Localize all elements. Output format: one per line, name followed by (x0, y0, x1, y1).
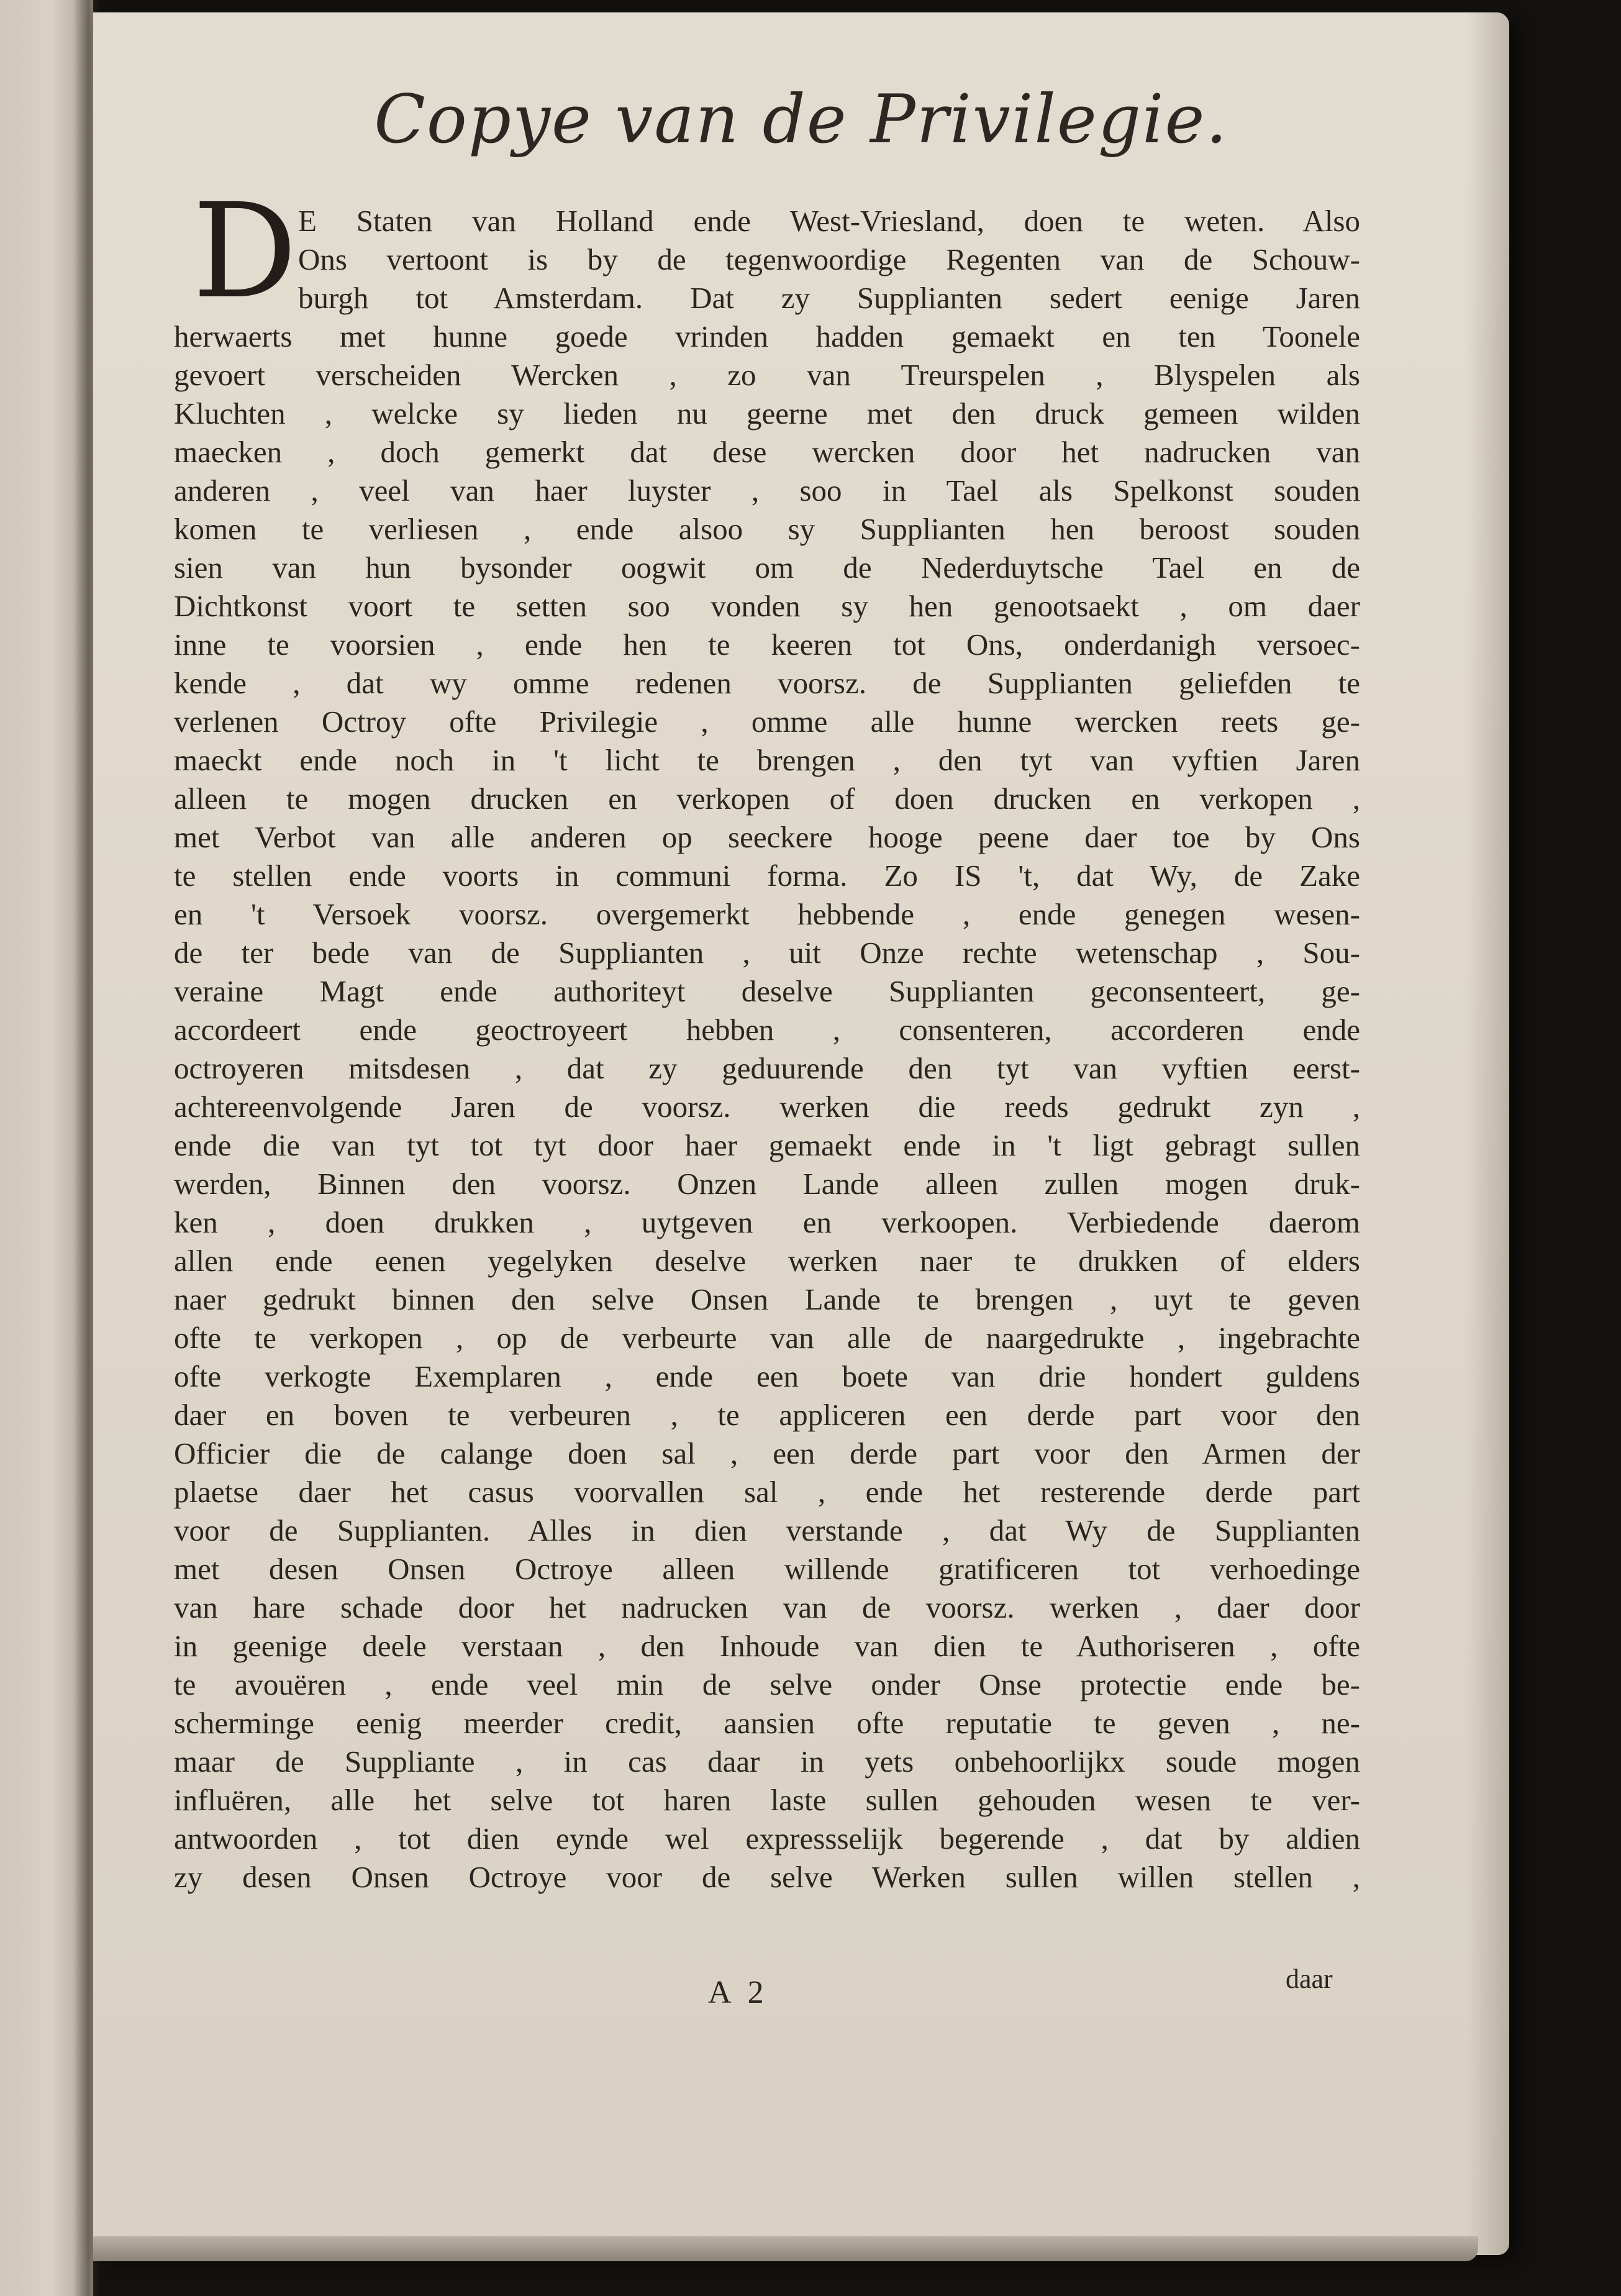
text-line: komen te verliesen , ende alsoo sy Supplianten hen beroost souden (174, 512, 1360, 546)
page-stack-edge (93, 2236, 1478, 2261)
text-line: Ons vertoont is by de tegenwoordige Regenten van de Schouw- (298, 242, 1360, 276)
text-line: influëren, alle het selve tot haren laste sullen gehouden wesen te ver- (174, 1783, 1360, 1817)
text-line: ken , doen drukken , uytgeven en verkoopen. Verbiedende daerom (174, 1205, 1360, 1239)
drop-cap: D (193, 175, 297, 327)
text-line: octroyeren mitsdesen , dat zy geduurende den tyt van vyftien eerst- (174, 1051, 1360, 1085)
text-line: allen ende eenen yegelyken deselve werken naer te drukken of elders (174, 1244, 1360, 1278)
text-line: naer gedrukt binnen den selve Onsen Lande te brengen , uyt te geven (174, 1282, 1360, 1316)
text-line: maecken , doch gemerkt dat dese wercken door het nadrucken van (174, 435, 1360, 469)
text-line: van hare schade door het nadrucken van de voorsz. werken , daer door (174, 1590, 1360, 1624)
text-line: ende die van tyt tot tyt door haer gemaekt ende in 't ligt gebragt sullen (174, 1128, 1360, 1162)
text-line: maeckt ende noch in 't licht te brengen , den tyt van vyftien Jaren (174, 743, 1360, 777)
text-line: veraine Magt ende authoriteyt deselve Supplianten geconsenteert, ge- (174, 974, 1360, 1008)
text-line: met Verbot van alle anderen op seeckere hooge peene daer toe by Ons (174, 820, 1360, 854)
text-line: E Staten van Holland ende West-Vriesland, doen te weten. Also (298, 204, 1360, 238)
text-line: scherminge eenig meerder credit, aansien ofte reputatie te geven , ne- (174, 1706, 1360, 1740)
text-line: de ter bede van de Supplianten , uit Onze rechte wetenschap , Sou- (174, 936, 1360, 970)
text-line: daer en boven te verbeuren , te appliceren een derde part voor den (174, 1398, 1360, 1432)
text-line: sien van hun bysonder oogwit om de Nederduytsche Tael en de (174, 550, 1360, 585)
privilege-text (93, 12, 1509, 2062)
text-line: voor de Supplianten. Alles in dien verstande , dat Wy de Supplianten (174, 1513, 1360, 1547)
text-line: inne te voorsien , ende hen te keeren tot Ons, onderdanigh versoec- (174, 627, 1360, 662)
text-line: accordeert ende geoctroyeert hebben , consenteren, accorderen ende (174, 1013, 1360, 1047)
text-line: Kluchten , welcke sy lieden nu geerne met den druck gemeen wilden (174, 396, 1360, 430)
text-line: plaetse daer het casus voorvallen sal , ende het resterende derde part (174, 1475, 1360, 1509)
text-line: alleen te mogen drucken en verkopen of doen drucken en verkopen , (174, 781, 1360, 816)
text-line: achtereenvolgende Jaren de voorsz. werken die reeds gedrukt zyn , (174, 1090, 1360, 1124)
text-line: herwaerts met hunne goede vrinden hadden gemaekt en ten Toonele (174, 319, 1360, 353)
signature-mark: A 2 (708, 1975, 769, 2010)
book-page (93, 12, 1509, 2255)
text-line: en 't Versoek voorsz. overgemerkt hebbende , ende genegen wesen- (174, 897, 1360, 931)
text-line: anderen , veel van haer luyster , soo in Tael als Spelkonst souden (174, 473, 1360, 508)
text-line: Dichtkonst voort te setten soo vonden sy hen genootsaekt , om daer (174, 589, 1360, 623)
text-line: burgh tot Amsterdam. Dat zy Supplianten sedert eenige Jaren (298, 281, 1360, 315)
text-line: maar de Suppliante , in cas daar in yets onbehoorlijkx soude mogen (174, 1744, 1360, 1779)
catchword: daar (1286, 1964, 1333, 1994)
text-line: in geenige deele verstaan , den Inhoude van dien te Authoriseren , ofte (174, 1629, 1360, 1663)
text-line: met desen Onsen Octroye alleen willende gratificeren tot verhoedinge (174, 1552, 1360, 1586)
text-line: gevoert verscheiden Wercken , zo van Treurspelen , Blyspelen als (174, 358, 1360, 392)
text-line: te stellen ende voorts in communi forma. Zo IS 't, dat Wy, de Zake (174, 859, 1360, 893)
page-title: Copye van de Privilegie. (374, 81, 1228, 158)
text-line: zy desen Onsen Octroye voor de selve Werken sullen willen stellen , (174, 1860, 1360, 1894)
text-line: ofte verkogte Exemplaren , ende een boete van drie hondert guldens (174, 1359, 1360, 1393)
text-line: antwoorden , tot dien eynde wel expressselijk begerende , dat by aldien (174, 1821, 1360, 1856)
text-line: Officier die de calange doen sal , een derde part voor den Armen der (174, 1436, 1360, 1470)
text-line: ofte te verkopen , op de verbeurte van alle de naargedrukte , ingebrachte (174, 1321, 1360, 1355)
text-line: kende , dat wy omme redenen voorsz. de Supplianten geliefden te (174, 666, 1360, 700)
text-line: te avouëren , ende veel min de selve onder Onse protectie ende be- (174, 1667, 1360, 1702)
text-line: werden, Binnen den voorsz. Onzen Lande alleen zullen mogen druk- (174, 1167, 1360, 1201)
text-line: verlenen Octroy ofte Privilegie , omme alle hunne wercken reets ge- (174, 704, 1360, 739)
